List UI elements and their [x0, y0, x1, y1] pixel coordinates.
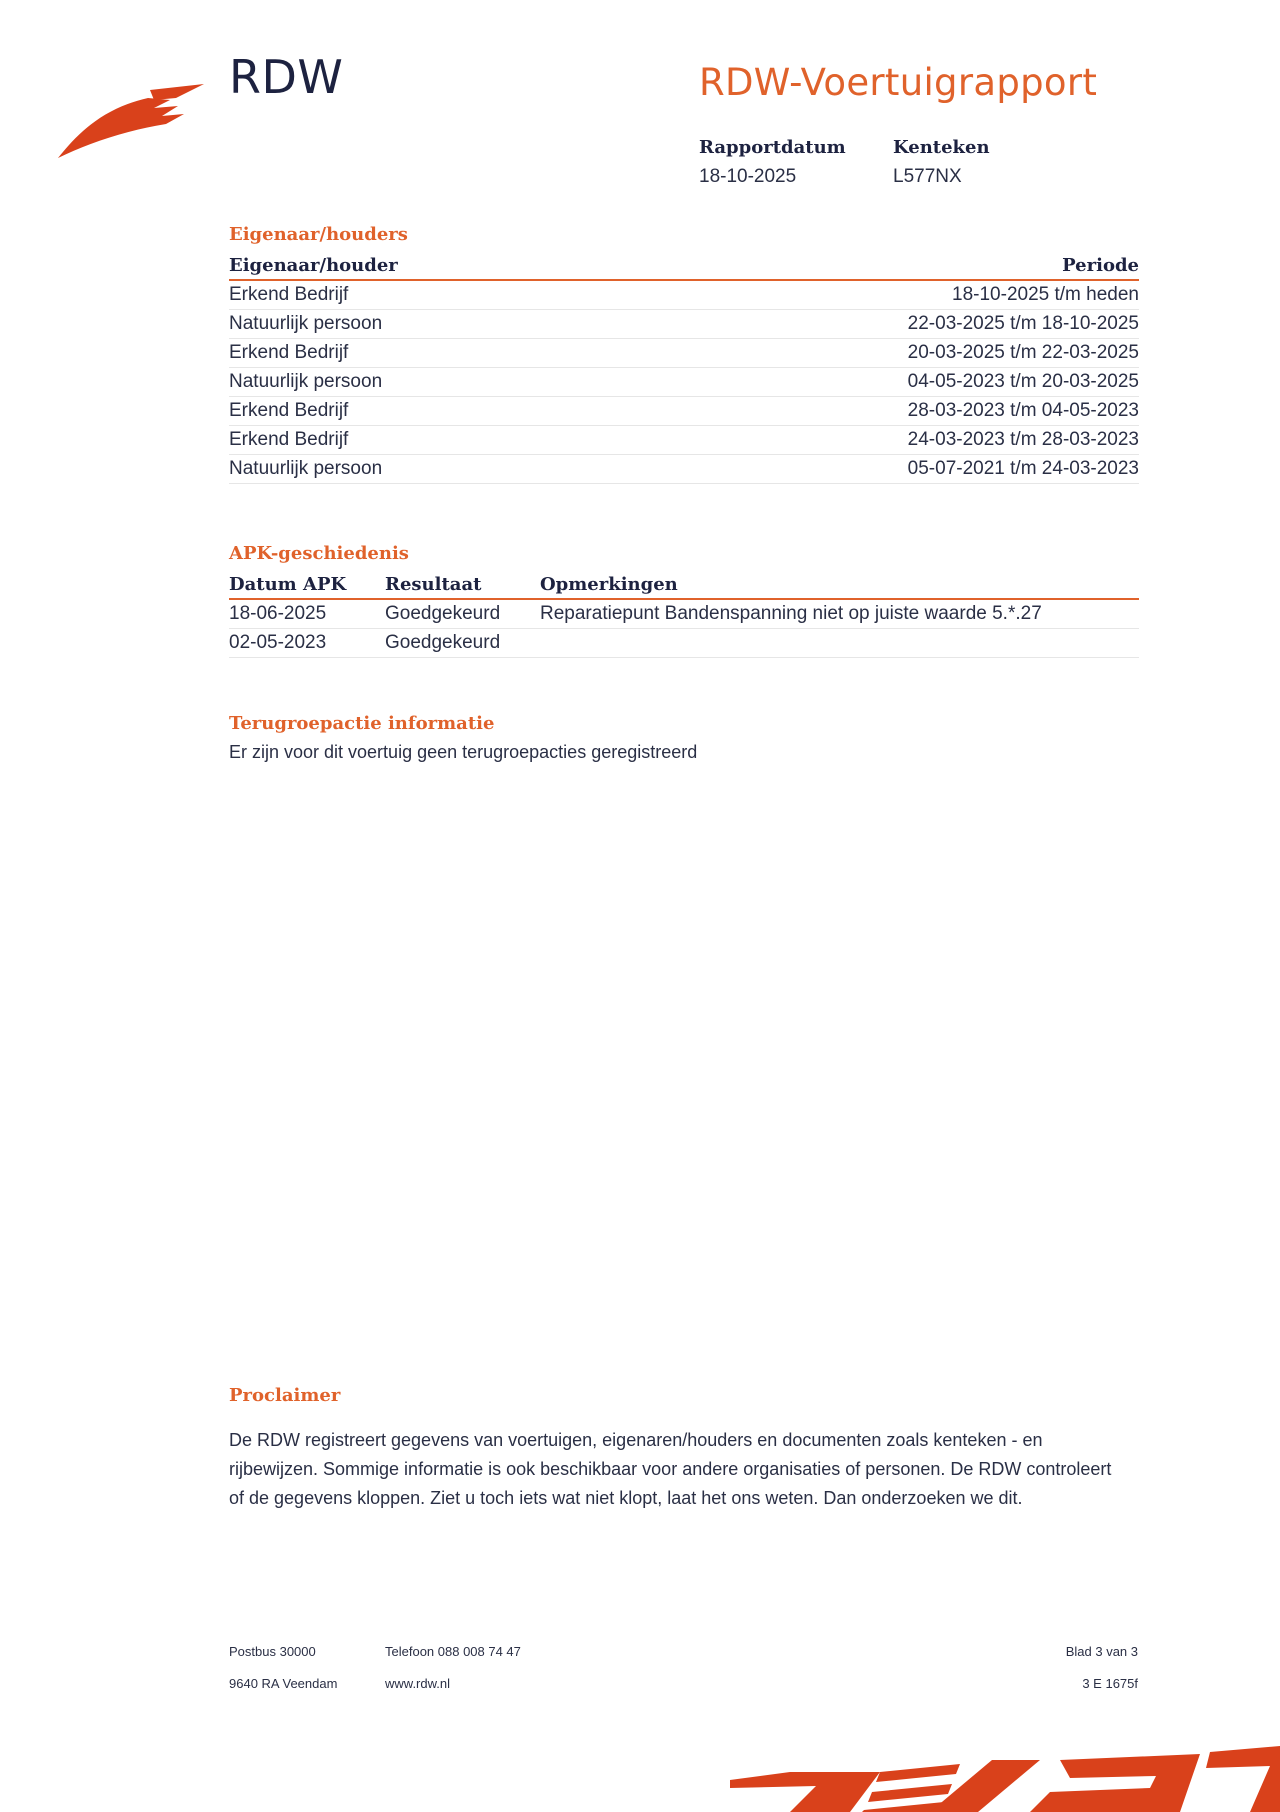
- owner-cell: Erkend Bedrijf: [229, 426, 613, 455]
- period-cell: 24-03-2023 t/m 28-03-2023: [613, 426, 1139, 455]
- owner-cell: Erkend Bedrijf: [229, 280, 613, 310]
- footer-phone: Telefoon 088 008 74 47: [385, 1644, 521, 1659]
- table-row: [229, 455, 1139, 484]
- owner-cell: Natuurlijk persoon: [229, 310, 613, 339]
- apk-section: [229, 543, 1139, 658]
- table-row: [229, 368, 1139, 397]
- disclaimer-text: De RDW registreert gegevens van voertuigen, eigenaren/houders en documenten zoals kenteken - en rijbewijzen. Sommige informatie is ook beschikbaar voor andere organisaties of personen. De RDW controleert of de gegevens kloppen. Ziet u toch iets wat niet klopt, laat het ons weten. Dan onderzoeken we dit.: [229, 1430, 1112, 1508]
- apk-result-cell: Goedgekeurd: [385, 629, 540, 658]
- footer-page-number: Blad 3 van 3: [1065, 1644, 1138, 1659]
- apk-date-cell: 18-06-2025: [229, 599, 385, 629]
- plate-block: [893, 137, 990, 188]
- owners-section: [229, 224, 1139, 484]
- owner-cell: Natuurlijk persoon: [229, 455, 613, 484]
- recall-title: Terugroepactie informatie: [229, 713, 495, 734]
- owners-header-row: [229, 251, 1139, 280]
- apk-result-cell: Goedgekeurd: [385, 599, 540, 629]
- owner-cell: Natuurlijk persoon: [229, 368, 613, 397]
- period-column-header: Periode: [613, 251, 1139, 280]
- page-title: RDW-Voertuigrapport: [699, 61, 1098, 104]
- table-row: [229, 599, 1139, 629]
- owners-table: [229, 251, 1139, 484]
- table-row: [229, 629, 1139, 658]
- apk-date-column-header: Datum APK: [229, 570, 385, 599]
- period-cell: 05-07-2021 t/m 24-03-2023: [613, 455, 1139, 484]
- footer-document-code: 3 E 1675f: [1082, 1676, 1138, 1691]
- recall-section: [229, 713, 1139, 763]
- table-row: [229, 280, 1139, 310]
- report-date-label: Rapportdatum: [699, 137, 846, 158]
- plate-value: L577NX: [893, 166, 962, 187]
- apk-remarks-cell: Reparatiepunt Bandenspanning niet op juiste waarde 5.*.27: [540, 599, 1139, 629]
- owner-column-header: Eigenaar/houder: [229, 251, 613, 280]
- table-row: [229, 339, 1139, 368]
- footer-city: 9640 RA Veendam: [229, 1676, 338, 1691]
- owners-title: Eigenaar/houders: [229, 224, 408, 245]
- table-row: [229, 426, 1139, 455]
- disclaimer-section: [229, 1385, 1129, 1513]
- period-cell: 22-03-2025 t/m 18-10-2025: [613, 310, 1139, 339]
- recall-text: Er zijn voor dit voertuig geen terugroepacties geregistreerd: [229, 742, 698, 762]
- footer-postbus: Postbus 30000: [229, 1644, 316, 1659]
- disclaimer-title: Proclaimer: [229, 1385, 341, 1406]
- apk-title: APK-geschiedenis: [229, 543, 409, 564]
- apk-result-column-header: Resultaat: [385, 570, 540, 599]
- period-cell: 04-05-2023 t/m 20-03-2025: [613, 368, 1139, 397]
- footer-website: www.rdw.nl: [385, 1676, 451, 1691]
- apk-header-row: [229, 570, 1139, 599]
- apk-table: [229, 570, 1139, 658]
- apk-remarks-cell: [540, 629, 1139, 658]
- rdw-logo-icon: [58, 78, 208, 158]
- table-row: [229, 310, 1139, 339]
- period-cell: 28-03-2023 t/m 04-05-2023: [613, 397, 1139, 426]
- footer-stripes-graphic: [730, 1746, 1280, 1812]
- period-cell: 20-03-2025 t/m 22-03-2025: [613, 339, 1139, 368]
- owner-cell: Erkend Bedrijf: [229, 339, 613, 368]
- brand-name: RDW: [229, 50, 344, 104]
- apk-date-cell: 02-05-2023: [229, 629, 385, 658]
- report-date-block: [699, 137, 846, 188]
- table-row: [229, 397, 1139, 426]
- owner-cell: Erkend Bedrijf: [229, 397, 613, 426]
- plate-label: Kenteken: [893, 137, 990, 158]
- report-date-value: 18-10-2025: [699, 166, 797, 187]
- period-cell: 18-10-2025 t/m heden: [613, 280, 1139, 310]
- apk-remarks-column-header: Opmerkingen: [540, 570, 1139, 599]
